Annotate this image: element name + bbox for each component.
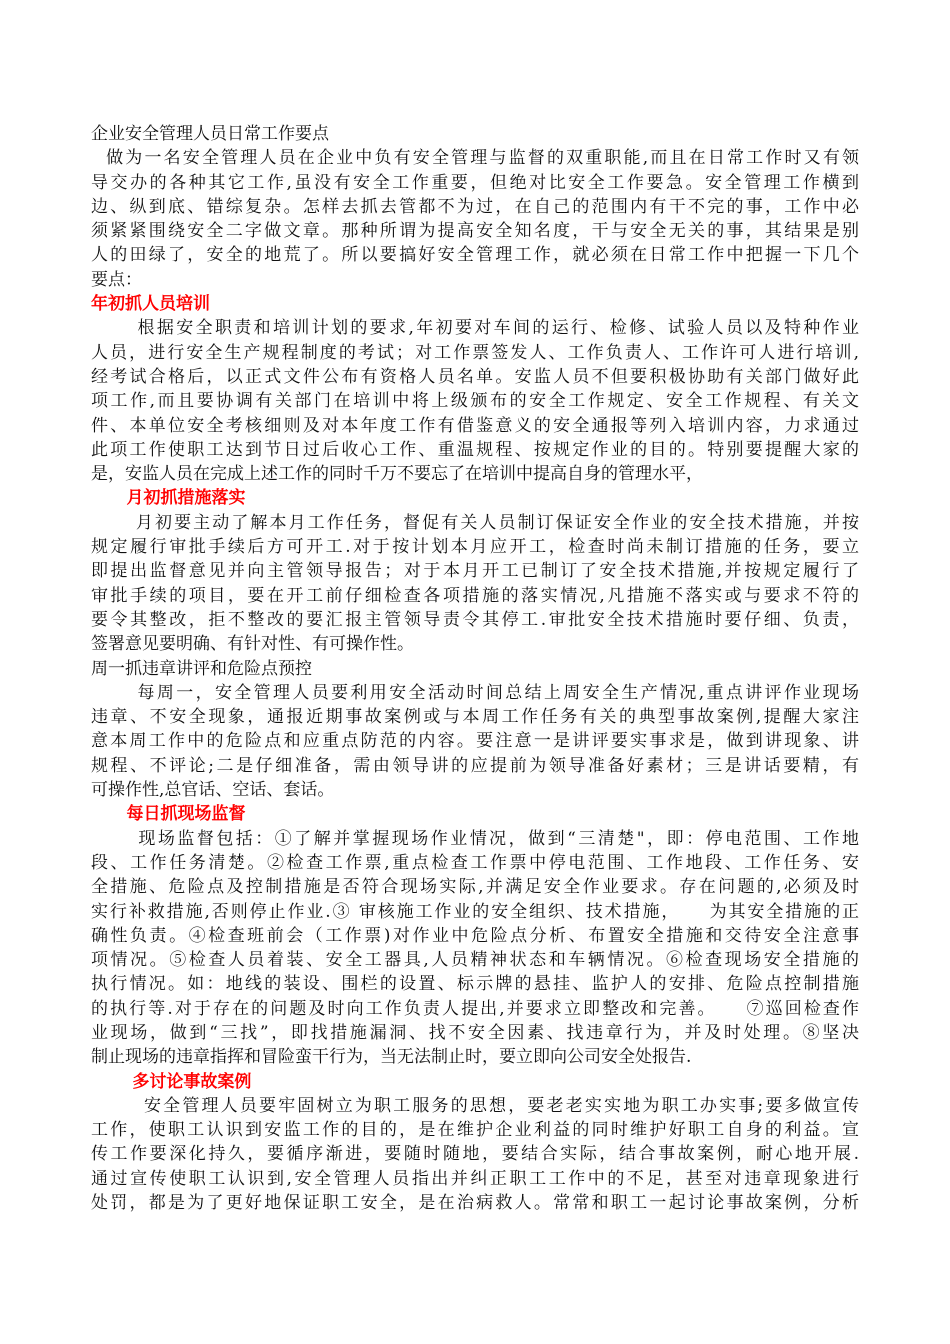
paragraph-line: 业现场，做到“三找”，即找措施漏洞、找不安全因素、找违章行为，并及时处理。⑧坚决 (91, 1022, 859, 1043)
paragraph-line: 月初要主动了解本月工作任务，督促有关人员制订保证安全作业的安全技术措施，并按 (91, 512, 859, 533)
paragraph-line: 此项工作使职工达到节日过后收心工作、重温规程、按规定作业的目的。特别要提醒大家的 (91, 439, 859, 460)
paragraph-line: 规定履行审批手续后方可开工.对于按计划本月应开工，检查时尚未制订措施的任务，要立 (91, 537, 859, 558)
section-heading-supervision: 每日抓现场监督 (91, 804, 246, 825)
paragraph-line: 件、本单位安全考核细则及对本年度工作有借鉴意义的安全通报等列入培训内容，力求通过 (91, 415, 859, 436)
paragraph-line: 即提出监督意见并向主管领导报告；对于本月开工已制订了安全技术措施,并按规定履行了 (91, 561, 859, 582)
document-title: 企业安全管理人员日常工作要点 (91, 124, 329, 144)
paragraph-line: 工作，使职工认识到安监工作的目的，是在维护企业利益的同时维护好职工自身的利益。宣 (91, 1120, 859, 1141)
paragraph-line: 规程、不评论;二是仔细准备，需由领导讲的应提前为领导准备好素材；三是讲话要精，有 (91, 755, 859, 776)
section-heading-violations: 周一抓违章讲评和危险点预控 (91, 658, 312, 679)
paragraph-line: 是，安监人员在完成上述工作的同时千万不要忘了在培训中提高自身的管理水平， (91, 464, 703, 485)
paragraph-line: 的执行等.对于存在的问题及时向工作负责人提出,并要求立即整改和完善。 ⑦巡回检查作 (91, 998, 859, 1019)
intro-paragraph (91, 146, 859, 292)
paragraph-line: 可操作性,总官话、空话、套话。 (91, 780, 335, 801)
section-paragraph-supervision (91, 827, 859, 1070)
paragraph-line: 意本周工作中的危险点和应重点防范的内容。要注意一是讲评要实事求是，做到讲现象、讲 (91, 731, 859, 752)
paragraph-line: 通过宣传使职工认识到,安全管理人员指出并纠正职工工作中的不足，甚至对违章现象进行 (91, 1168, 859, 1189)
paragraph-line: 做为一名安全管理人员在企业中负有安全管理与监督的双重职能,而且在日常工作时又有领 (91, 148, 859, 169)
paragraph-line: 审批手续的项目，要在开工前仔细检查各项措施的落实情况,凡措施不落实或与要求不符的 (91, 585, 859, 606)
section-paragraph-case-discussion (91, 1094, 859, 1215)
paragraph-line: 执行情况。如：地线的装设、围栏的设置、标示牌的悬挂、监护人的安排、危险点控制措施 (91, 974, 859, 995)
paragraph-line: 人的田绿了，安全的地荒了。所以要搞好安全管理工作，就必须在日常工作中把握一下几个 (91, 245, 859, 266)
section-paragraph-violations (91, 681, 859, 802)
paragraph-line: 安全管理人员要牢固树立为职工服务的思想，要老老实实地为职工办实事;要多做宣传 (91, 1095, 859, 1116)
section-heading-training: 年初抓人员培训 (91, 294, 210, 315)
paragraph-line: 现场监督包括：①了解并掌握现场作业情况，做到“三清楚"，即：停电范围、工作地 (91, 828, 859, 849)
paragraph-line: 确性负责。④检查班前会（工作票)对作业中危险点分析、布置安全措施和交待安全注意事 (91, 925, 859, 946)
paragraph-line: 导交办的各种其它工作,虽没有安全工作重要，但绝对比安全工作要急。安全管理工作横到 (91, 172, 859, 193)
section-heading-measures: 月初抓措施落实 (91, 488, 246, 509)
paragraph-line: 违章、不安全现象，通报近期事故案例或与本周工作任务有关的典型事故案例,提醒大家注 (91, 707, 859, 728)
paragraph-line: 须紧紧围绕安全二字做文章。那种所谓为提高安全知名度，干与安全无关的事，其结果是别 (91, 221, 859, 242)
paragraph-line: 经考试合格后，以正式文件公布有资格人员名单。安监人员不但要积极协助有关部门做好此 (91, 366, 859, 387)
paragraph-line: 签署意见要明确、有针对性、有可操作性。 (91, 634, 414, 655)
document-page (91, 122, 859, 1215)
paragraph-line: 要点： (91, 269, 142, 290)
paragraph-line: 每周一，安全管理人员要利用安全活动时间总结上周安全生产情况,重点讲评作业现场 (91, 682, 859, 703)
paragraph-line: 全措施、危险点及控制措施是否符合现场实际,并满足安全作业要求。存在问题的,必须及时 (91, 877, 859, 898)
paragraph-line: 根据安全职责和培训计划的要求,年初要对车间的运行、检修、试验人员以及特种作业 (91, 318, 859, 339)
paragraph-line: 要令其整改，拒不整改的要汇报主管领导责令其停工.审批安全技术措施时要仔细、负责， (91, 609, 859, 630)
section-paragraph-training (91, 316, 859, 486)
paragraph-line: 处罚，都是为了更好地保证职工安全，是在治病救人。常常和职工一起讨论事故案例，分析 (91, 1193, 859, 1214)
section-paragraph-measures (91, 511, 859, 657)
paragraph-line: 实行补救措施,否则停止作业.③ 审核施工作业的安全组织、技术措施， 为其安全措施的正 (91, 901, 859, 922)
paragraph-line: 边、纵到底、错综复杂。怎样去抓去管都不为过，在自己的范围内有干不完的事，工作中必 (91, 196, 859, 217)
paragraph-line: 项情况。⑤检查人员着装、安全工器具,人员精神状态和车辆情况。⑥检查现场安全措施的 (91, 950, 859, 971)
paragraph-line: 段、工作任务清楚。②检查工作票,重点检查工作票中停电范围、工作地段、工作任务、安 (91, 852, 859, 873)
paragraph-line: 人员，进行安全生产规程制度的考试；对工作票签发人、工作负责人、工作许可人进行培训, (91, 342, 859, 363)
paragraph-line: 制止现场的违章指挥和冒险蛮干行为，当无法制止时，要立即向公司安全处报告. (91, 1047, 692, 1068)
paragraph-line: 项工作,而且要协调有关部门在培训中将上级颁布的安全工作规定、安全工作规程、有关文 (91, 391, 859, 412)
section-heading-case-discussion: 多讨论事故案例 (91, 1071, 252, 1092)
paragraph-line: 传工作要深化持久，要循序渐进，要随时随地，要结合实际，结合事故案例，耐心地开展. (91, 1144, 859, 1165)
